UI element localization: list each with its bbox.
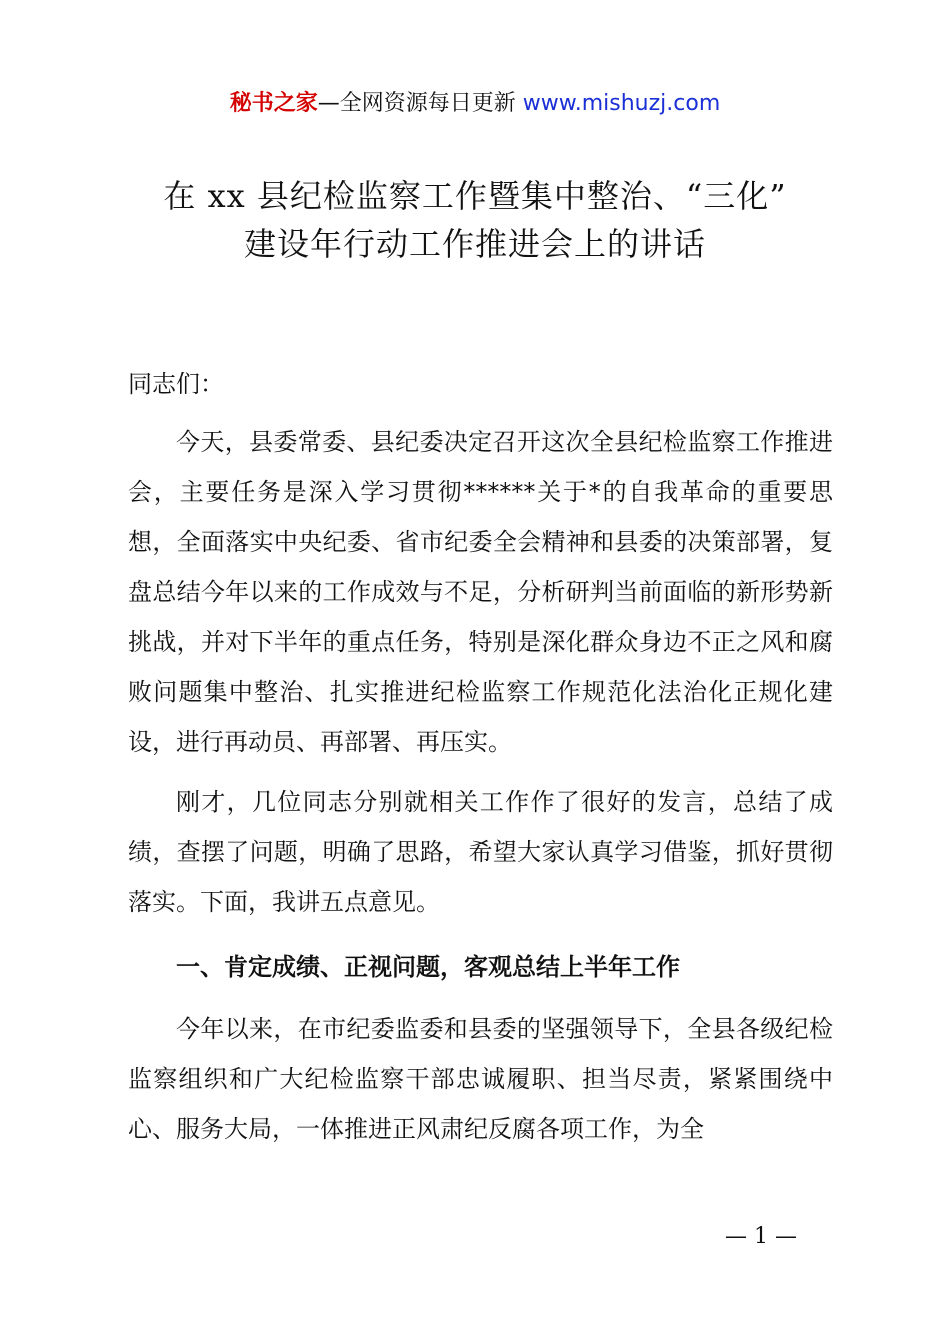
salutation: 同志们： xyxy=(128,370,224,398)
section-heading-1: 一、肯定成绩、正视问题，客观总结上半年工作 xyxy=(176,953,680,981)
title-line-1: 在 xx 县纪检监察工作暨集中整治、“三化” xyxy=(163,177,787,215)
document-title xyxy=(100,172,850,268)
paragraph-remarks: 刚才，几位同志分别就相关工作作了很好的发言，总结了成绩，查摆了问题，明确了思路，希望大家认真学习借鉴，抓好贯彻落实。下面，我讲五点意见。 xyxy=(128,788,833,916)
header-tagline: —全网资源每日更新 xyxy=(317,91,516,116)
site-url-link[interactable]: www.mishuzj.com xyxy=(522,91,721,116)
brand-name: 秘书之家 xyxy=(229,91,318,116)
paragraph-opening: 今天，县委常委、县纪委决定召开这次全县纪检监察工作推进会，主要任务是深入学习贯彻******关于*的自我革命的重要思想，全面落实中央纪委、省市纪委全会精神和县委的决策部署，复盘总结今年以来的工作成效与不足，分析研判当前面临的新形势新挑战，并对下半年的重点任务，特别是深化群众身边不正之风和腐败问题集中整治、扎实推进纪检监察工作规范化法治化正规化建设，进行再动员、再部署、再压实。 xyxy=(128,428,833,756)
site-header xyxy=(0,88,950,120)
page-number: — 1 — xyxy=(725,1224,797,1249)
title-line-2: 建设年行动工作推进会上的讲话 xyxy=(243,225,706,263)
paragraph-section-1: 今年以来，在市纪委监委和县委的坚强领导下，全县各级纪检监察组织和广大纪检监察干部忠诚履职、担当尽责，紧紧围绕中心、服务大局，一体推进正风肃纪反腐各项工作，为全 xyxy=(128,1015,833,1143)
